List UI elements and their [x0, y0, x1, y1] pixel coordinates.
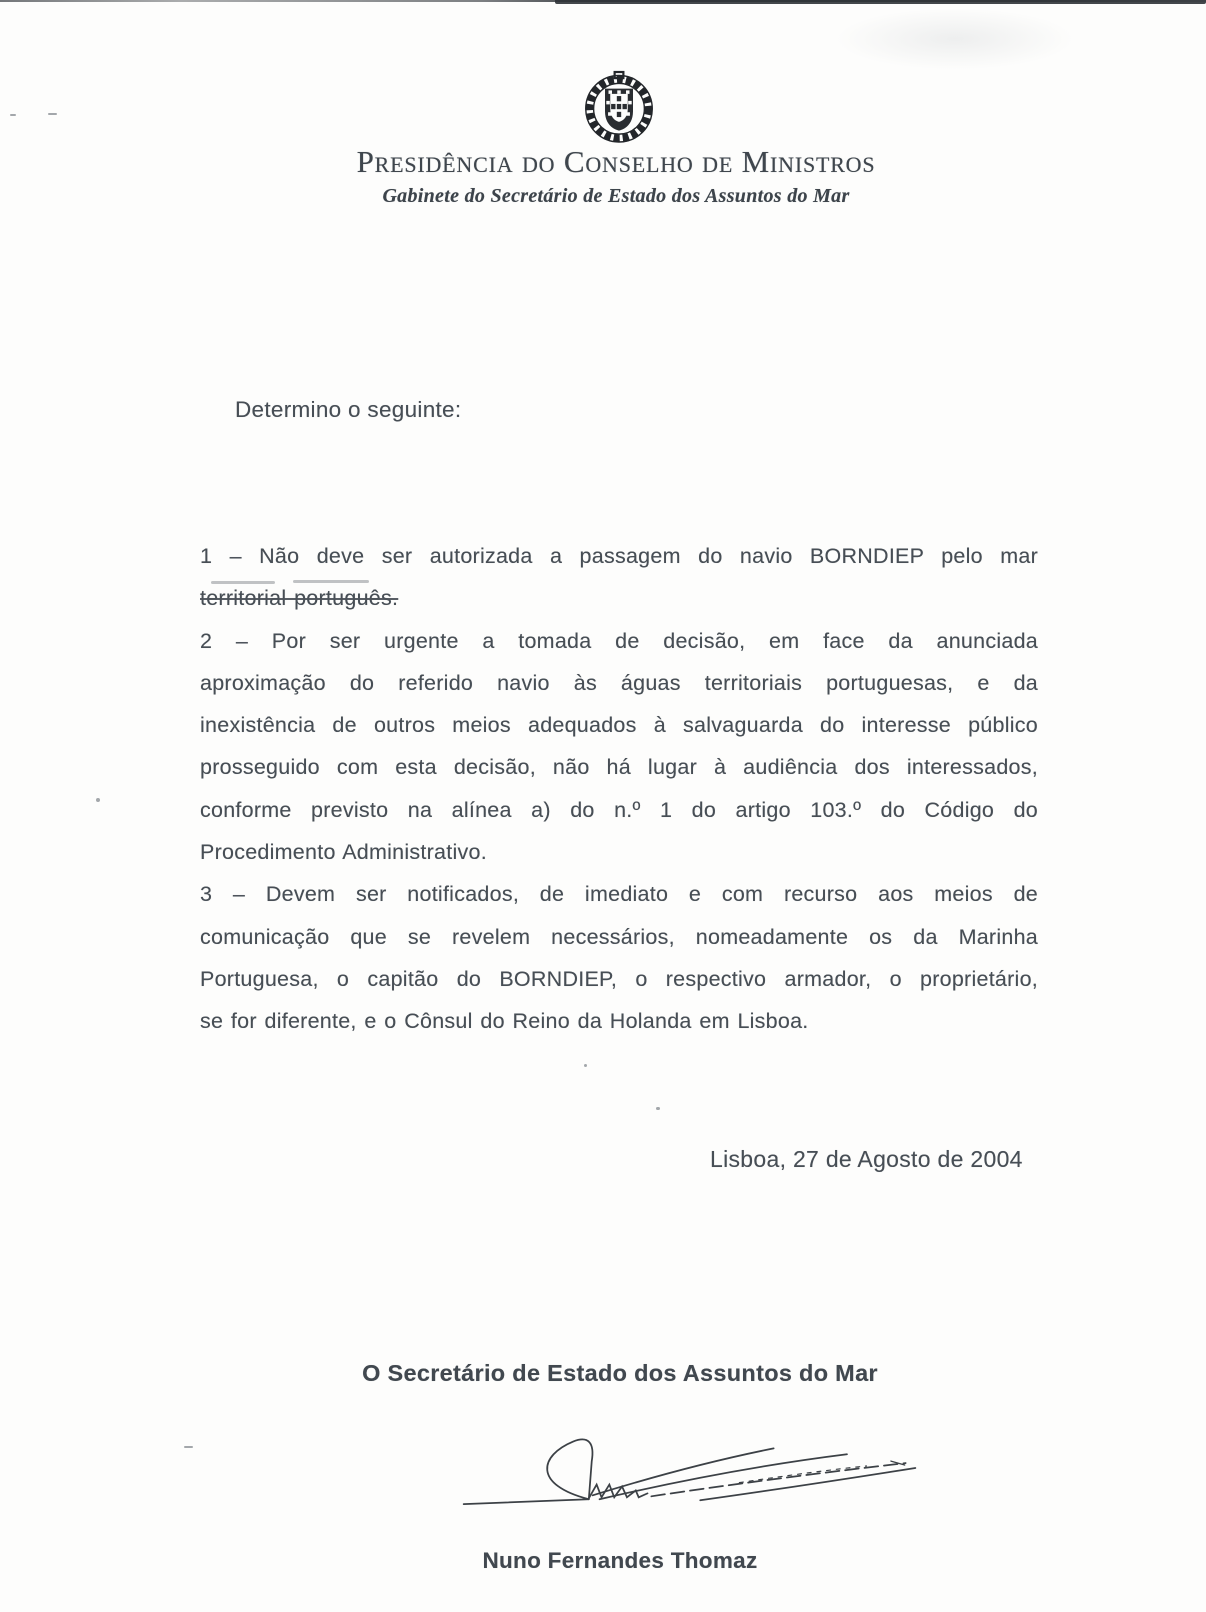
scan-speck: [584, 1064, 587, 1067]
letterhead-title: Presidência do Conselho de Ministros: [356, 144, 876, 179]
scan-speck: [48, 113, 57, 115]
body-line: se for diferente, e o Cônsul do Reino da Holanda em Lisboa.: [200, 1009, 809, 1034]
handwritten-signature-icon: [438, 1422, 943, 1510]
scan-speck: [656, 1107, 660, 1110]
body-line: 1 – Não deve ser autorizada a passagem do navio BORNDIEP pelo mar: [200, 544, 1038, 568]
scan-speck: [184, 1446, 193, 1448]
body-line: 3 – Devem ser notificados, de imediato e com recurso aos meios de: [200, 882, 1038, 907]
letterhead-subtitle: Gabinete do Secretário de Estado dos Assuntos do Mar: [382, 185, 850, 207]
portuguese-coat-of-arms-icon: [584, 70, 654, 144]
date-place-line: Lisboa, 27 de Agosto de 2004: [710, 1146, 1023, 1172]
body-line: comunicação que se revelem necessários, nomeadamente os da Marinha: [200, 924, 1038, 949]
body-line: prosseguido com esta decisão, não há lugar à audiência dos interessados,: [200, 755, 1038, 780]
signer-role-line: O Secretário de Estado dos Assuntos do Mar: [362, 1360, 878, 1386]
intro-line: Determino o seguinte:: [235, 397, 462, 422]
body-line-struck: territorial português.: [200, 586, 399, 611]
scan-top-edge-dark-artifact: [555, 0, 1206, 4]
body-line: inexistência de outros meios adequados à salvaguarda do interesse público: [200, 713, 1038, 738]
body-line: 2 – Por ser urgente a tomada de decisão, em face da anunciada: [200, 628, 1038, 653]
scan-smudge-artifact: [835, 8, 1075, 70]
signer-name-line: Nuno Fernandes Thomaz: [482, 1548, 758, 1573]
body-line: conforme previsto na alínea a) do n.º 1 do artigo 103.º do Código do: [200, 797, 1038, 822]
body-line: Procedimento Administrativo.: [200, 840, 487, 865]
scan-speck: [10, 114, 16, 116]
body-line: Portuguesa, o capitão do BORNDIEP, o respectivo armador, o proprietário,: [200, 966, 1038, 991]
letter-body: [200, 535, 1038, 1043]
scan-speck: [96, 798, 100, 802]
body-line: aproximação do referido navio às águas territoriais portuguesas, e da: [200, 670, 1038, 695]
